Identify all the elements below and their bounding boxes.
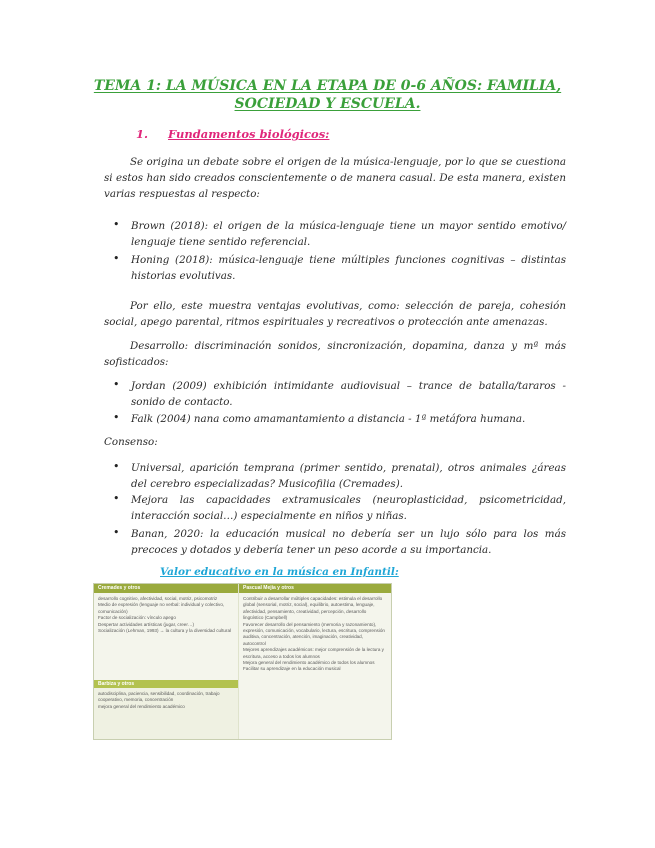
bullet-dot: •	[113, 252, 120, 265]
table-item: desarrollo cognitivo, afectividad, social, motriz, psicomotriz	[98, 596, 218, 601]
consenso-label: Consenso:	[104, 436, 158, 448]
bullet-universal: Universal, aparición temprana (primer sentido, prenatal), otros animales ¿áreas del cerebro especializadas? Musicofilia (Cremades).	[131, 462, 566, 490]
valor-educativo-table	[93, 583, 392, 740]
bullet-mejora: Mejora las capacidades extramusicales (neuroplasticidad, psicometricidad, interacción social…) especialmente en niños y niñas.	[131, 494, 566, 522]
section-heading-1	[136, 127, 329, 141]
table-right-list	[239, 593, 391, 675]
table-item: Facilitar su aprendizaje en la educación musical	[243, 666, 341, 672]
bullet-honing: Honing (2018): música-lenguaje tiene múltiples funciones cognitivas – distintas historias evolutivas.	[131, 254, 566, 282]
section-heading-2: Valor educativo en la música en Infantil:	[160, 566, 399, 578]
bullet-banan: Banan, 2020: la educación musical no debería ser un lujo sólo para los más precoces y dotados y debería tener un peso acorde a su importancia.	[131, 528, 566, 556]
title-line-1: TEMA 1: LA MÚSICA EN LA ETAPA DE 0-6 AÑOS: FAMILIA,	[93, 78, 562, 94]
bullet-dot: •	[113, 378, 120, 391]
bullet-dot: •	[113, 460, 120, 473]
bullet-dot: •	[113, 492, 120, 505]
title-line-2: SOCIEDAD Y ESCUELA.	[234, 96, 421, 112]
table-item: Mejora general del rendimiento académico de todos los alumnos	[243, 660, 375, 666]
table-left-list-2	[94, 688, 238, 740]
table-header-left: Cremades y otros	[94, 584, 238, 593]
bullet-dot: •	[113, 526, 120, 539]
section-number: 1.	[136, 127, 149, 141]
table-item: Despertar actividades artísticas (jugar, creer…)	[98, 621, 194, 627]
table-left-column	[94, 584, 239, 739]
paragraph-intro: Se origina un debate sobre el origen de la música-lenguaje, por lo que se cuestiona si estos han sido creados conscientemente o de manera casual. De esta manera, existen varias respuestas al respecto:	[104, 156, 566, 200]
bullet-falk: Falk (2004) nana como amamantamiento a distancia - 1ª metáfora humana.	[131, 413, 526, 425]
bullet-jordan: Jordan (2009) exhibición intimidante audiovisual – trance de batalla/tararos - sonido de contacto.	[131, 380, 566, 408]
paragraph-desarrollo: Desarrollo: discriminación sonidos, sincronización, dopamina, danza y mª más sofisticados:	[104, 340, 566, 368]
bullet-dot: •	[113, 218, 120, 231]
table-item: Mejores aprendizajes académicos: mejor comprensión de la lectura y escritura, acceso a todos los alumnos	[243, 647, 384, 659]
table-subheader-left: Barbiza y otros	[94, 680, 238, 688]
table-item: Socialización (Lehman, 1993) → la cultura y la diversidad cultural	[98, 628, 232, 634]
table-left-list	[94, 593, 238, 672]
table-item: Favorecer desarrollo del pensamiento (memoria y razonamiento), expresión, comunicación, vocabulario, lectura, escritura, comprensión auditiva, concentración, atención, imaginación, creatividad, autocontrol	[243, 621, 385, 646]
table-item: mejora general del rendimiento académico	[98, 703, 185, 709]
table-header-right: Pascual Mejía y otros	[239, 584, 391, 593]
paragraph-ventajas: Por ello, este muestra ventajas evolutivas, como: selección de pareja, cohesión social, apego parental, ritmos espirituales y recreativos o protección ante amenazas.	[104, 300, 566, 328]
table-item: Medio de expresión (lenguaje no verbal: individual y colectivo, comunicación)	[98, 602, 225, 614]
bullet-brown: Brown (2018): el origen de la música-lenguaje tiene un mayor sentido emotivo/ lenguaje tiene sentido referencial.	[131, 220, 566, 248]
table-item: Factor de socialización: vínculo apego	[98, 615, 176, 621]
bullet-dot: •	[113, 411, 120, 424]
table-item: autodisciplina, paciencia, sensibilidad, coordinación, trabajo cooperativo, memoria, concentración	[98, 691, 220, 703]
table-item: Contribuir a desarrollar múltiples capacidades: estimula el desarrollo global (sensorial, motriz, social), equilibrio, autoestima, lenguaje, afectividad, pensamiento, creatividad, percepción, desarrollo lingüístico (Campbell)	[243, 596, 383, 621]
table-right-column	[239, 584, 391, 739]
document-title	[60, 77, 595, 113]
section-title: Fundamentos biológicos:	[168, 127, 330, 141]
